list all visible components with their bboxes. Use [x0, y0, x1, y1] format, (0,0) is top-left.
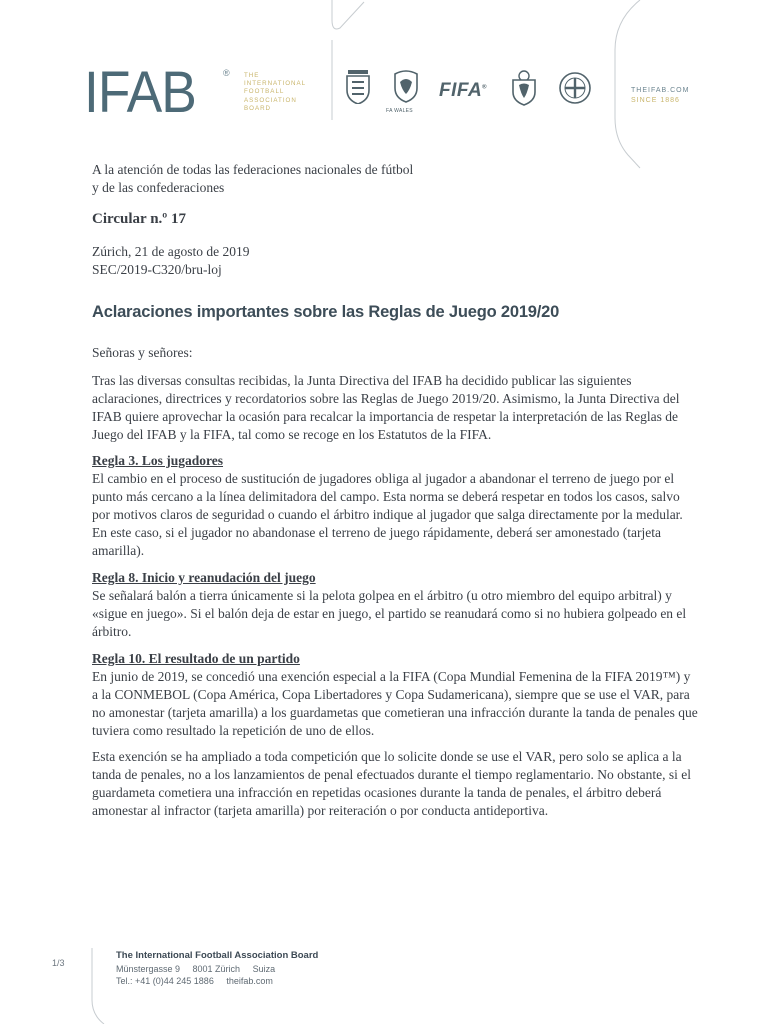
fifa-wordmark: FIFA	[439, 80, 483, 101]
letter-body	[92, 161, 698, 829]
intro-paragraph: Tras las diversas consultas recibidas, la Junta Directiva del IFAB ha decidido publicar las siguientes aclaraciones, directrices y recordatorios sobre las Reglas de Juego 2019/20. Asimismo, la Junta Directiva del IFAB quiere aprovechar la ocasión para recalcar la importancia de respetar la interpretación de las Reglas de Juego del IFAB y la FIFA, tal como se recoge en los Estatutos de la FIFA.	[92, 373, 680, 442]
tagline-line: ASSOCIATION	[244, 96, 297, 104]
date-reference	[92, 243, 698, 279]
ifab-logo: IFAB	[84, 60, 196, 125]
website-block	[631, 86, 689, 106]
footer-address: Münstergasse 9 8001 Zürich Suiza	[116, 964, 276, 974]
registered-mark: ®	[223, 68, 230, 78]
the-fa-crest-icon	[345, 70, 371, 104]
circular-number: Circular n.º 17	[92, 211, 186, 227]
address-line: A la atención de todas las federaciones nacionales de fútbol	[92, 162, 414, 177]
footer-organization: The International Football Association Board	[116, 950, 319, 961]
section-rule-10	[92, 650, 698, 820]
section-body-continued: Esta exención se ha ampliado a toda competición que lo solicite donde se use el VAR, pero solo se aplica a la tanda de penales, no a los lanzamientos de penal efectuados durante el tiempo reglamentario. No obstante, si el guardameta cometiera una infracción en repetidas ocasiones durante la tanda de penales, el árbitro deberá amonestar al infractor (tarjeta amarilla) por reiteración o por conducta antideportiva.	[92, 749, 692, 818]
footer-contact: Tel.: +41 (0)44 245 1886 theifab.com	[116, 976, 273, 986]
section-body: En junio de 2019, se concedió una exención especial a la FIFA (Copa Mundial Femenina de la FIFA 2019™) y a la CONMEBOL (Copa América, Copa Libertadores y Copa Sudamericana), siempre que se use el VAR, para no amonestar (tarjeta amarilla) a los guardametas que cometieran una infracción durante la tanda de penales que tuviera como resultado la repetición de uno de ellos.	[92, 669, 698, 738]
section-rule-3	[92, 452, 698, 560]
fa-wales-crest-icon	[392, 70, 420, 104]
letter-date: Zúrich, 21 de agosto de 2019	[92, 244, 250, 259]
page-footer	[0, 945, 768, 1024]
website-url[interactable]: THEIFAB.COM	[631, 87, 690, 94]
section-rule-8	[92, 569, 698, 641]
fifa-registered-mark: ®	[482, 84, 488, 91]
section-heading: Regla 8. Inicio y reanudación del juego	[92, 570, 316, 585]
section-heading: Regla 3. Los jugadores	[92, 453, 224, 468]
section-heading: Regla 10. El resultado de un partido	[92, 651, 300, 666]
tagline-line: FOOTBALL	[244, 88, 285, 96]
tagline-line: BOARD	[244, 104, 272, 112]
since-year: SINCE 1886	[631, 97, 680, 104]
tagline-line: INTERNATIONAL	[244, 80, 307, 88]
logo-tagline	[244, 72, 334, 113]
address-line: y de las confederaciones	[92, 180, 225, 195]
letter-title: Aclaraciones importantes sobre las Reglas de Juego 2019/20	[92, 303, 560, 321]
fifa-logo	[439, 80, 487, 102]
letter-reference: SEC/2019-C320/bru-loj	[92, 262, 222, 277]
section-body: El cambio en el proceso de sustitución de jugadores obliga al jugador a abandonar el terreno de juego por el punto más cercano a la línea delimitadora del campo. Esta norma se deberá respetar en todos los casos, salvo por motivos claros de seguridad o cuando el árbitro indique al jugador que salga directamente por la medular. En este caso, si el jugador no abandonase el terreno de juego rápidamente, deberá ser amonestado (tarjeta amarilla).	[92, 471, 683, 558]
recipient-address	[92, 161, 698, 197]
letterhead	[0, 60, 768, 130]
page-number: 1/3	[52, 958, 65, 968]
salutation: Señoras y señores:	[92, 345, 193, 360]
section-body: Se señalará balón a tierra únicamente si la pelota golpea en el árbitro (u otro miembro del equipo arbitral) y «sigue en juego». Si el balón deja de estar en juego, el partido se reanudará como si no hubiera golpeado en el árbitro.	[92, 588, 687, 639]
scottish-fa-crest-icon	[509, 70, 539, 106]
tagline-line: THE	[244, 72, 260, 79]
fa-wales-caption: FA WALES	[386, 108, 413, 114]
irish-fa-crest-icon	[558, 70, 592, 106]
